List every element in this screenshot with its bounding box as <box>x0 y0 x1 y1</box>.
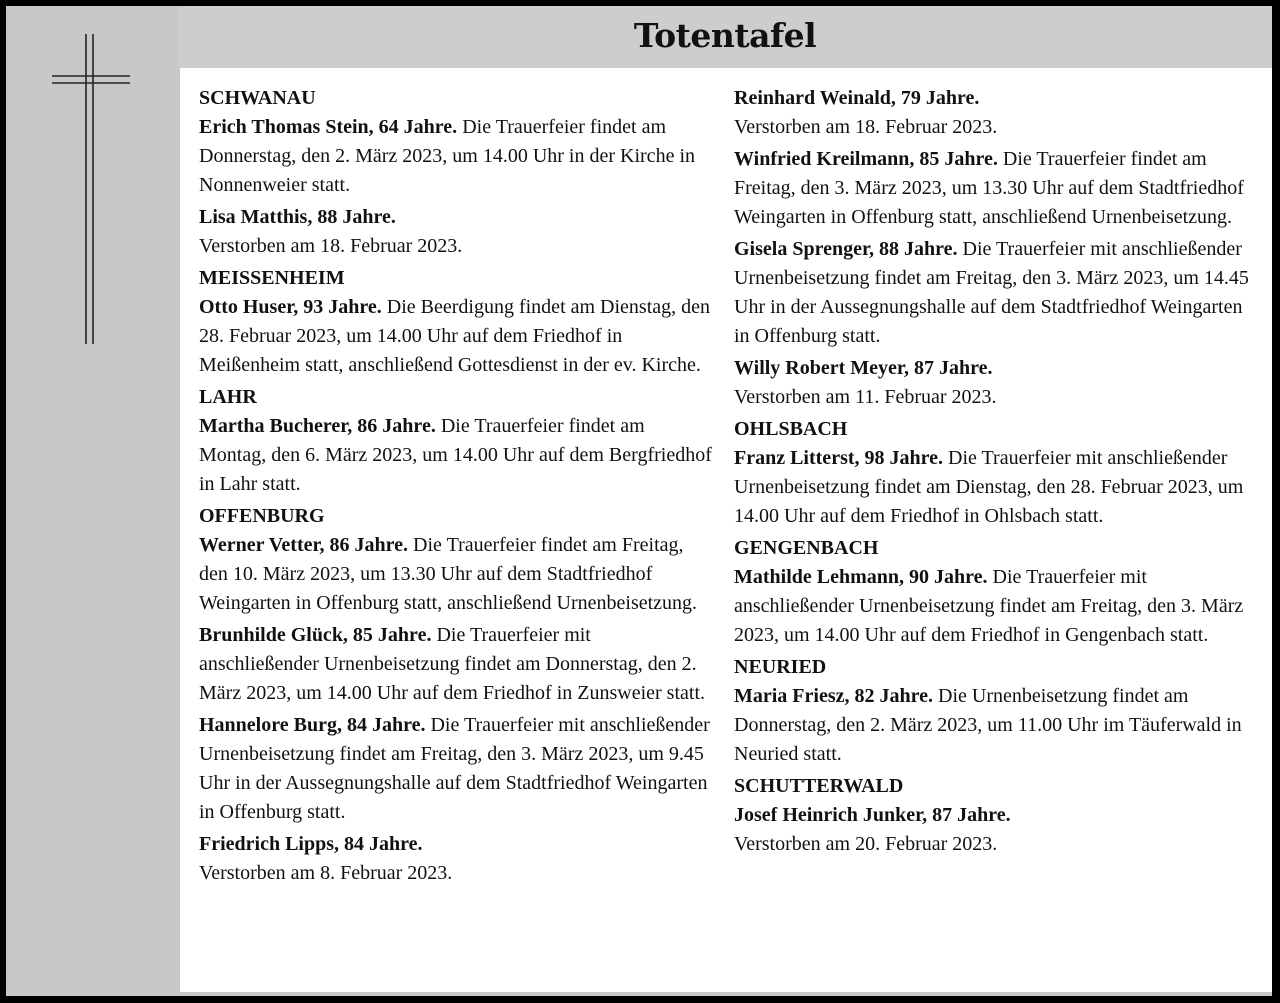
obituary-entry <box>199 293 714 380</box>
deceased-name: Werner Vetter, 86 Jahre. <box>199 534 409 556</box>
obituary-entry <box>734 801 1254 859</box>
deceased-name: Maria Friesz, 82 Jahre. <box>734 685 934 707</box>
deceased-name: Franz Litterst, 98 Jahre. <box>734 447 944 469</box>
town-heading: SCHUTTERWALD <box>734 775 904 797</box>
obituary-text: Die Beerdigung findet am Dienstag, den 28. Februar 2023, um 14.00 Uhr auf dem Friedhof in Meißenheim statt, anschließend Gottesdienst in der ev. Kirche. <box>199 296 711 376</box>
obituary-text: Die Trauerfeier findet am Freitag, den 3. März 2023, um 13.30 Uhr auf dem Stadtfriedhof Weingarten in Offenburg statt, anschließend Urnenbeisetzung. <box>734 148 1244 228</box>
deceased-name: Erich Thomas Stein, 64 Jahre. <box>199 116 458 138</box>
obituary-text: Die Trauerfeier findet am Donnerstag, den 2. März 2023, um 14.00 Uhr in der Kirche in Nonnenweier statt. <box>199 116 695 196</box>
obituary-text: Verstorben am 18. Februar 2023. <box>734 116 998 138</box>
deceased-name: Reinhard Weinald, 79 Jahre. <box>734 87 980 109</box>
obituary-entry <box>734 563 1254 650</box>
obituary-entry <box>734 145 1254 232</box>
town-heading: GENGENBACH <box>734 537 879 559</box>
deceased-name: Willy Robert Meyer, 87 Jahre. <box>734 357 993 379</box>
obituary-text: Die Trauerfeier findet am Montag, den 6. März 2023, um 14.00 Uhr auf dem Bergfriedhof in Lahr statt. <box>199 415 712 495</box>
obituary-text: Die Trauerfeier mit anschließender Urnenbeisetzung findet am Donnerstag, den 2. März 2023, um 14.00 Uhr auf dem Friedhof in Zunsweier statt. <box>199 624 706 704</box>
obituary-entry <box>734 444 1254 531</box>
obituary-entry <box>734 84 1254 142</box>
deceased-name: Brunhilde Glück, 85 Jahre. <box>199 624 432 646</box>
obituary-entry <box>199 711 714 827</box>
town-heading: MEISSENHEIM <box>199 267 345 289</box>
obituary-entry <box>199 113 714 200</box>
obituary-entry <box>734 682 1254 769</box>
town-heading: OFFENBURG <box>199 505 325 527</box>
obituary-text: Verstorben am 20. Februar 2023. <box>734 833 998 855</box>
obituary-text: Die Trauerfeier mit anschließender Urnenbeisetzung findet am Freitag, den 3. März 2023, um 14.00 Uhr auf dem Friedhof in Gengenbach statt. <box>734 566 1244 646</box>
obituary-text: Die Urnenbeisetzung findet am Donnerstag, den 2. März 2023, um 11.00 Uhr im Täuferwald in Neuried statt. <box>734 685 1242 765</box>
deceased-name: Friedrich Lipps, 84 Jahre. <box>199 833 423 855</box>
obituary-entry <box>199 203 714 261</box>
deceased-name: Lisa Matthis, 88 Jahre. <box>199 206 396 228</box>
obituary-text: Verstorben am 8. Februar 2023. <box>199 862 453 884</box>
town-heading: SCHWANAU <box>199 87 316 109</box>
deceased-name: Winfried Kreilmann, 85 Jahre. <box>734 148 998 170</box>
obituary-entry <box>199 412 714 499</box>
obituary-text: Verstorben am 11. Februar 2023. <box>734 386 997 408</box>
obituary-text: Die Trauerfeier mit anschließender Urnenbeisetzung findet am Freitag, den 3. März 2023, um 9.45 Uhr in der Aussegnungshalle auf dem Stadtfriedhof Weingarten in Offenburg statt. <box>199 714 710 823</box>
obituary-content <box>180 68 1272 992</box>
obituary-text: Die Trauerfeier mit anschließender Urnenbeisetzung findet am Freitag, den 3. März 2023, um 14.45 Uhr in der Aussegnungshalle auf dem Stadtfriedhof Weingarten in Offenburg statt. <box>734 238 1249 347</box>
deceased-name: Mathilde Lehmann, 90 Jahre. <box>734 566 988 588</box>
obituary-entry <box>734 235 1254 351</box>
deceased-name: Josef Heinrich Junker, 87 Jahre. <box>734 804 1011 826</box>
obituary-entry <box>199 830 714 888</box>
right-column <box>734 84 1254 862</box>
obituary-entry <box>199 621 714 708</box>
obituary-text: Die Trauerfeier mit anschließender Urnenbeisetzung findet am Dienstag, den 28. Februar 2023, um 14.00 Uhr auf dem Friedhof in Ohlsbach statt. <box>734 447 1244 527</box>
obituary-entry <box>199 531 714 618</box>
deceased-name: Otto Huser, 93 Jahre. <box>199 296 382 318</box>
cross-icon <box>50 34 132 344</box>
deceased-name: Hannelore Burg, 84 Jahre. <box>199 714 426 736</box>
obituary-board <box>6 6 1272 996</box>
town-heading: NEURIED <box>734 656 827 678</box>
deceased-name: Martha Bucherer, 86 Jahre. <box>199 415 436 437</box>
town-heading: OHLSBACH <box>734 418 848 440</box>
header-bar <box>178 6 1272 68</box>
page-title: Totentafel <box>633 16 817 55</box>
obituary-entry <box>734 354 1254 412</box>
town-heading: LAHR <box>199 386 257 408</box>
left-column <box>199 84 714 891</box>
deceased-name: Gisela Sprenger, 88 Jahre. <box>734 238 958 260</box>
obituary-text: Verstorben am 18. Februar 2023. <box>199 235 463 257</box>
obituary-text: Die Trauerfeier findet am Freitag, den 10. März 2023, um 13.30 Uhr auf dem Stadtfriedhof Weingarten in Offenburg statt, anschließend Urnenbeisetzung. <box>199 534 698 614</box>
